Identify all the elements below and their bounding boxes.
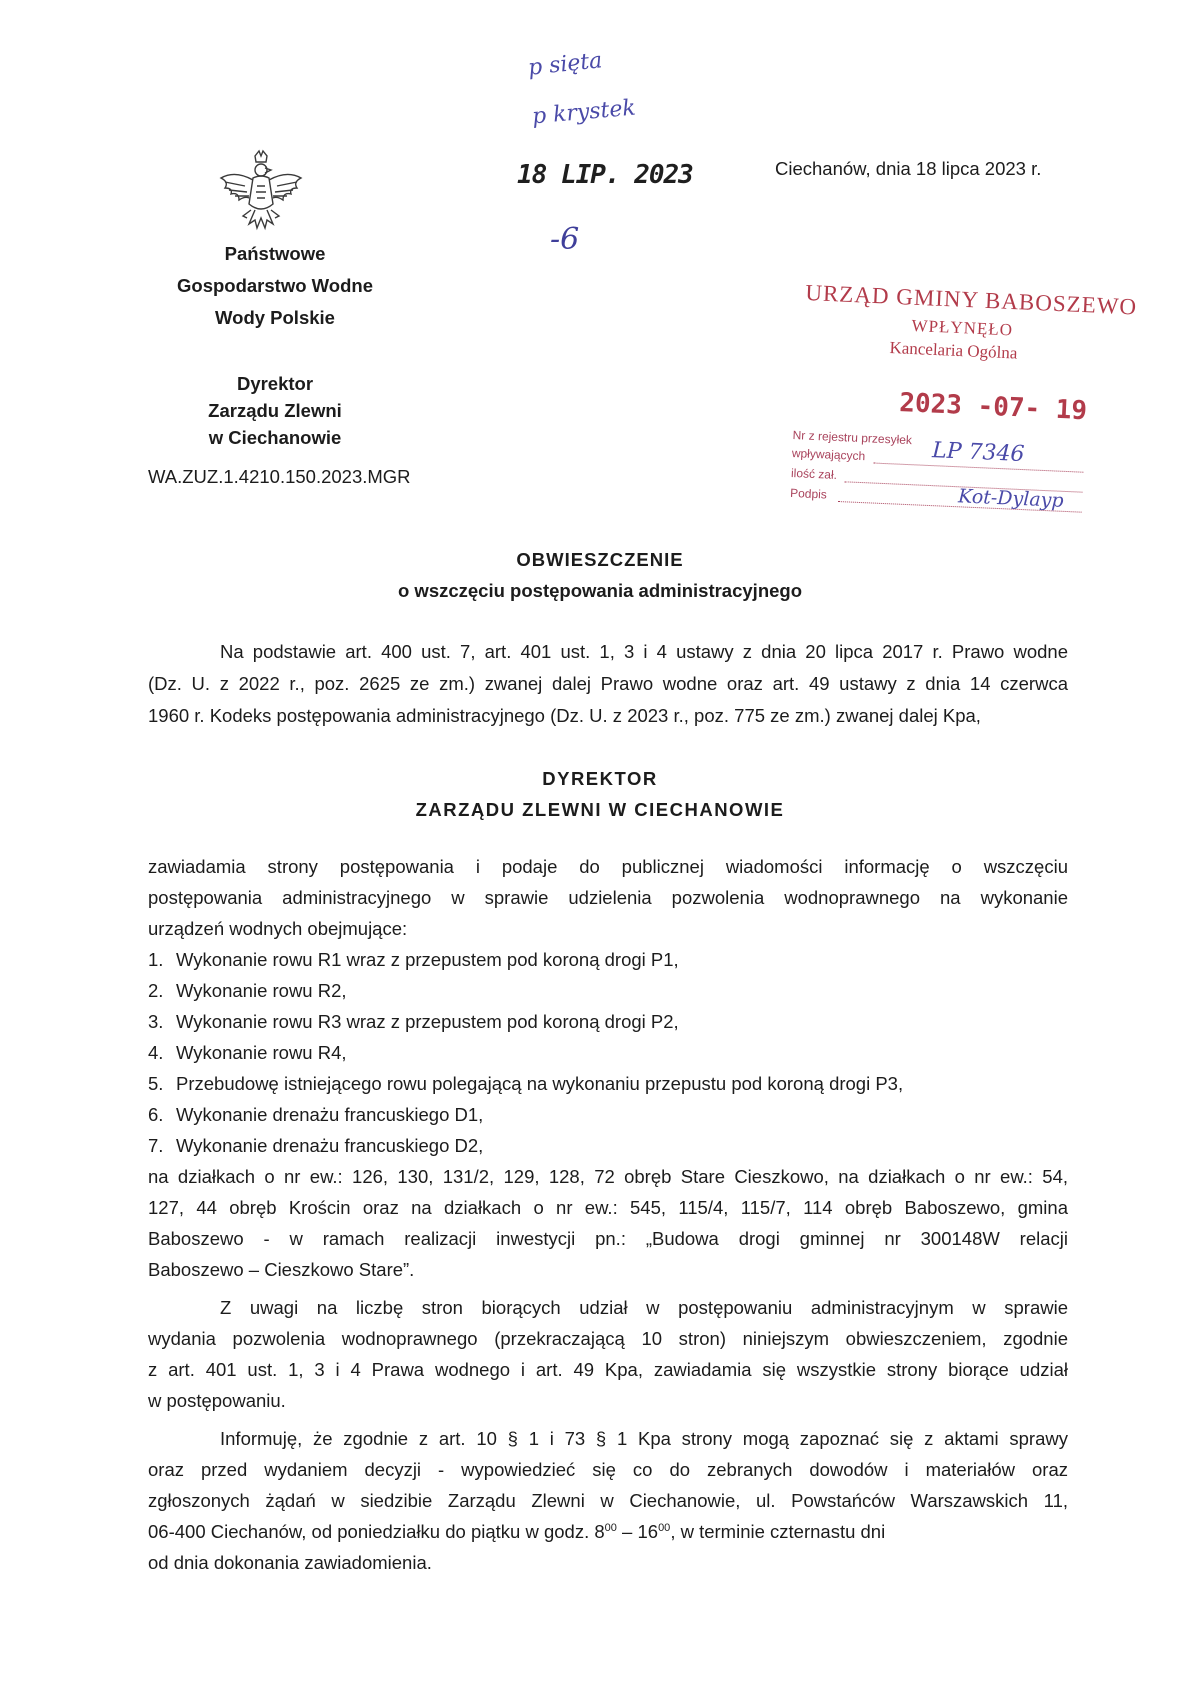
registry-label: Nr z rejestru przesyłek — [792, 428, 913, 448]
list-item — [148, 1104, 483, 1126]
list-number: 6. — [148, 1104, 164, 1125]
list-text: Wykonanie rowu R1 wraz z przepustem pod koroną drogi P1, — [176, 949, 679, 970]
list-text: Przebudowę istniejącego rowu polegającą na wykonaniu przepustu pod koroną drogi P3, — [176, 1073, 904, 1094]
authority-name: ZARZĄDU ZLEWNI W CIECHANOWIE — [415, 799, 785, 820]
stamp-received: WPŁYNĘŁO — [911, 316, 1014, 340]
info-line: oraz przed wydaniem decyzji - wypowiedzieć się co do zebranych dowodów i materiałów oraz — [148, 1459, 1068, 1480]
receipt-date-stamp: 18 LIP. 2023 — [517, 160, 693, 190]
parties-line: w postępowaniu. — [148, 1390, 286, 1411]
registry-label: wpływających — [791, 445, 866, 464]
intro-line: zawiadamia strony postępowania i podaje do publicznej wiadomości informację o wszczęciu — [148, 856, 1068, 877]
attachments-label: ilość zał. — [790, 465, 838, 482]
issuer-name — [130, 238, 420, 334]
info-line: od dnia dokonania zawiadomienia. — [148, 1552, 432, 1573]
location-line: 127, 44 obręb Krościn oraz na działkach o nr ew.: 545, 115/4, 115/7, 114 obręb Baboszewo, gmina — [148, 1197, 1068, 1218]
document-subtitle: o wszczęciu postępowania administracyjnego — [397, 580, 803, 601]
list-text: Wykonanie drenażu francuskiego D2, — [176, 1135, 484, 1156]
info-line: zgłoszonych żądań w siedzibie Zarządu Zlewni w Ciechanowie, ul. Powstańców Warszawskich 11, — [148, 1490, 1068, 1511]
handwritten-note: p sięta — [526, 48, 604, 81]
info-line — [148, 1521, 1068, 1543]
stamp-date: 2023 -07- 19 — [898, 388, 1088, 427]
hours-to-minutes: 00 — [658, 1521, 671, 1534]
stamp-registry-box — [789, 428, 1093, 541]
issuer-line: Państwowe — [224, 243, 326, 264]
parties-line: wydania pozwolenia wodnoprawnego (przekraczającą 10 stron) niniejszym obwieszczeniem, zgodnie — [148, 1328, 1068, 1349]
hours-from-minutes: 00 — [604, 1521, 617, 1534]
location-line: Baboszewo - w ramach realizacji inwestycji pn.: „Budowa drogi gminnej nr 300148W relacji — [148, 1228, 1068, 1249]
location-line: na działkach o nr ew.: 126, 130, 131/2, 129, 128, 72 obręb Stare Cieszkowo, na działkach o nr ew.: 54, — [148, 1166, 1068, 1187]
handwritten-signature: Kot-Dylayp — [957, 485, 1065, 512]
list-item — [148, 1042, 347, 1064]
document-title: OBWIESZCZENIE — [516, 549, 684, 570]
intro-line: postępowania administracyjnego w sprawie udzielenia pozwolenia wodnoprawnego na wykonanie — [148, 887, 1068, 908]
list-item — [148, 949, 679, 971]
list-number: 4. — [148, 1042, 164, 1063]
parties-line: z art. 401 ust. 1, 3 i 4 Prawa wodnego i art. 49 Kpa, zawiadamia się wszystkie strony biorące udział — [148, 1359, 1068, 1380]
issuer-line: Wody Polskie — [215, 307, 335, 328]
eagle-emblem-icon — [215, 148, 307, 238]
issuer-office — [130, 370, 420, 451]
reference-number: WA.ZUZ.1.4210.150.2023.MGR — [148, 466, 411, 487]
hours-to-text: – 16 — [616, 1521, 659, 1542]
signature-label: Podpis — [789, 485, 828, 502]
basis-line: Na podstawie art. 400 ust. 7, art. 401 ust. 1, 3 i 4 ustawy z dnia 20 lipca 2017 r. Prawo wodne — [220, 641, 1068, 662]
list-number: 7. — [148, 1135, 164, 1156]
list-number: 3. — [148, 1011, 164, 1032]
intro-line: urządzeń wodnych obejmujące: — [148, 918, 408, 939]
authority-title: DYREKTOR — [542, 768, 658, 789]
info-hours-text — [148, 1521, 885, 1543]
place-and-date: Ciechanów, dnia 18 lipca 2023 r. — [775, 158, 1042, 179]
list-text: Wykonanie drenażu francuskiego D1, — [176, 1104, 484, 1125]
handwritten-mark: -6 — [550, 222, 580, 257]
list-text: Wykonanie rowu R4, — [176, 1042, 347, 1063]
stamp-department: Kancelaria Ogólna — [889, 338, 1018, 363]
list-item — [148, 1011, 679, 1033]
deadline-text: , w terminie czternastu dni — [670, 1521, 886, 1542]
list-item — [148, 1135, 483, 1157]
issuer-line: Dyrektor — [236, 373, 314, 394]
parties-line: Z uwagi na liczbę stron biorących udział w postępowaniu administracyjnym w sprawie — [220, 1297, 1068, 1318]
location-line: Baboszewo – Cieszkowo Stare”. — [148, 1259, 415, 1280]
basis-line: 1960 r. Kodeks postępowania administracyjnego (Dz. U. z 2023 r., poz. 775 ze zm.) zwanej dalej Kpa, — [148, 705, 981, 726]
issuer-line: Gospodarstwo Wodne — [177, 275, 373, 296]
info-line: Informuję, że zgodnie z art. 10 § 1 i 73 § 1 Kpa strony mogą zapoznać się z aktami sprawy — [220, 1428, 1068, 1449]
issuer-line: Zarządu Zlewni — [208, 400, 342, 421]
list-item — [148, 1073, 903, 1095]
stamp-office: URZĄD GMINY BABOSZEWO — [804, 280, 1138, 320]
list-number: 5. — [148, 1073, 164, 1094]
hours-from-text: 06-400 Ciechanów, od poniedziałku do piątku w godz. 8 — [148, 1521, 605, 1542]
basis-line: (Dz. U. z 2022 r., poz. 2625 ze zm.) zwanej dalej Prawo wodne oraz art. 49 ustawy z dnia 14 czerwca — [148, 673, 1068, 694]
list-number: 1. — [148, 949, 164, 970]
registry-number: LP 7346 — [931, 438, 1026, 468]
list-number: 2. — [148, 980, 164, 1001]
list-text: Wykonanie rowu R3 wraz z przepustem pod koroną drogi P2, — [176, 1011, 679, 1032]
issuer-line: w Ciechanowie — [208, 427, 342, 448]
list-item — [148, 980, 347, 1002]
list-text: Wykonanie rowu R2, — [176, 980, 347, 1001]
handwritten-note: p krystek — [531, 95, 637, 130]
